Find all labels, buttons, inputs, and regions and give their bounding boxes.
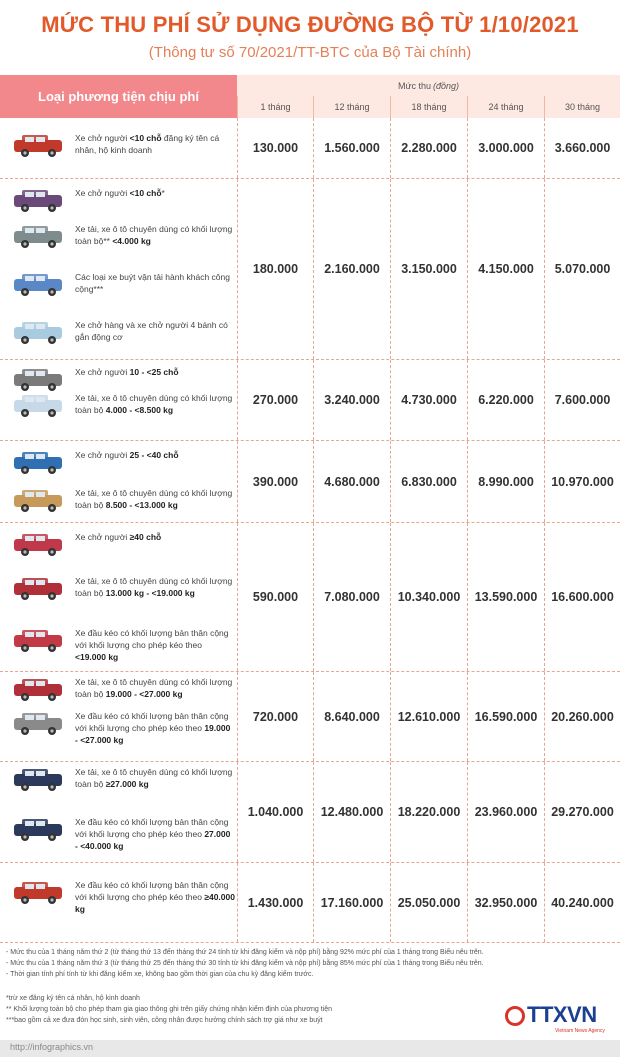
vehicle-text: Xe tải, xe ô tô chuyên dùng có khối lượng toàn bộ: [75, 767, 233, 789]
vehicle-text: Xe chở người: [75, 188, 130, 198]
vehicle-description: [75, 366, 235, 378]
footnotes: [6, 993, 506, 1026]
vehicle-criteria: 13.000 kg - <19.000 kg: [105, 588, 195, 598]
vehicle-description: [75, 392, 235, 416]
vehicle-text-suffix: đăng ký tên cá nhân, hộ kinh doanh: [75, 133, 220, 155]
vehicle-item: [0, 132, 237, 168]
footnote-item: ***bao gồm cả xe đưa đón học sinh, sinh viên, công nhân được hưởng chính sách trợ giá như xe buýt: [6, 1017, 323, 1024]
table-row: [0, 441, 620, 523]
logo-tagline: Vietnam News Agency: [555, 1028, 605, 1034]
fee-value: 5.070.000: [544, 179, 620, 359]
vehicle-item: [0, 392, 237, 428]
fee-value: 13.590.000: [467, 523, 544, 671]
source-link[interactable]: http://infographics.vn: [10, 1042, 94, 1052]
rate-header-label: Mức thu: [397, 80, 432, 91]
grey-truck-icon: [10, 392, 68, 420]
footnote-item: ** Khối lượng toàn bộ cho phép tham gia giao thông ghi trên giấy chứng nhận kiểm định của phương tiện: [6, 1006, 333, 1013]
table-row: [0, 360, 620, 441]
vehicle-criteria: 19.000 - <27.000 kg: [75, 723, 231, 745]
coach-icon: [10, 449, 68, 477]
vehicle-criteria: ≥27.000 kg: [105, 779, 149, 789]
rate-unit: (đồng): [433, 80, 460, 91]
fee-value: 32.950.000: [467, 863, 544, 942]
fee-value: 6.220.000: [467, 360, 544, 440]
tractor-head-icon: [10, 627, 68, 655]
fee-value: 16.590.000: [467, 672, 544, 761]
note-item: - Thời gian tính phí tính từ khi đăng kiểm xe, không bao gồm thời gian của chu kỳ đăng kiểm trước.: [6, 971, 314, 978]
fee-value: 1.430.000: [237, 863, 313, 942]
vehicle-text: Xe chở hàng và xe chở người 4 bánh có gắn động cơ: [75, 320, 228, 342]
vehicle-description: [75, 319, 235, 343]
vehicle-criteria: <4.000 kg: [112, 236, 151, 246]
purple-car-icon: [10, 187, 68, 215]
red-tractor-icon: [10, 710, 68, 738]
vehicle-description: [75, 879, 235, 915]
fee-value: 4.150.000: [467, 179, 544, 359]
box-truck-icon: [10, 676, 68, 704]
page-title: MỨC THU PHÍ SỬ DỤNG ĐƯỜNG BỘ TỪ 1/10/2021: [41, 12, 579, 37]
fee-value: 16.600.000: [544, 523, 620, 671]
large-bus-icon: [10, 531, 68, 559]
vehicle-text: Xe đầu kéo có khối lượng bản thân cộng với khối lượng cho phép kéo theo: [75, 711, 229, 733]
fee-value: 720.000: [237, 672, 313, 761]
table-row: [0, 179, 620, 360]
footnote-item: *trừ xe đăng ký tên cá nhân, hộ kinh doanh: [6, 995, 140, 1002]
fee-value: 1.560.000: [313, 118, 390, 178]
small-truck-icon: [10, 223, 68, 251]
fee-value: 1.040.000: [237, 762, 313, 862]
red-box-truck-icon: [10, 575, 68, 603]
fee-value: 270.000: [237, 360, 313, 440]
vehicle-description: [75, 271, 235, 295]
fee-value: 3.000.000: [467, 118, 544, 178]
table-row: [0, 523, 620, 672]
table-row: [0, 762, 620, 863]
vehicle-description: [75, 627, 235, 663]
bus-icon: [10, 271, 68, 299]
table-row: [0, 863, 620, 943]
vehicle-description: [75, 575, 235, 599]
vehicle-text: Xe đầu kéo có khối lượng bản thân cộng với khối lượng cho phép kéo theo: [75, 628, 229, 650]
vehicle-item: [0, 449, 237, 485]
vehicle-text: Xe tải, xe ô tô chuyên dùng có khối lượng toàn bộ: [75, 488, 233, 510]
vehicle-item: [0, 879, 237, 915]
fee-value: 18.220.000: [390, 762, 467, 862]
vehicle-item: [0, 271, 237, 307]
fee-value: 2.280.000: [390, 118, 467, 178]
vehicle-description: [75, 816, 235, 852]
vehicle-item: [0, 223, 237, 259]
vehicle-text: Xe tải, xe ô tô chuyên dùng có khối lượng toàn bộ: [75, 576, 233, 598]
vehicle-item: [0, 710, 237, 746]
vehicle-item: [0, 187, 237, 223]
vehicle-description: [75, 710, 235, 746]
blue-van-icon: [10, 319, 68, 347]
fee-value: 4.680.000: [313, 441, 390, 522]
vehicle-item: [0, 487, 237, 523]
vehicle-criteria: <10 chỗ: [129, 133, 162, 143]
logo-ring-icon: [505, 1006, 525, 1026]
fee-value: 7.600.000: [544, 360, 620, 440]
fee-value: 10.970.000: [544, 441, 620, 522]
column-header: 18 tháng: [390, 96, 467, 118]
vehicle-item: [0, 531, 237, 567]
vehicle-description: [75, 223, 235, 247]
notes: [6, 947, 606, 980]
vehicle-criteria: 8.500 - <13.000 kg: [105, 500, 178, 510]
fee-value: 25.050.000: [390, 863, 467, 942]
vehicle-criteria: 19.000 - <27.000 kg: [105, 689, 183, 699]
fee-value: 390.000: [237, 441, 313, 522]
vehicle-item: [0, 766, 237, 802]
vehicle-criteria: 27.000 - <40.000 kg: [75, 829, 231, 851]
fee-value: 12.480.000: [313, 762, 390, 862]
vehicle-criteria: <19.000 kg: [75, 652, 119, 662]
vehicle-item: [0, 319, 237, 355]
ttxvn-logo: [505, 1004, 615, 1036]
vehicle-description: [75, 132, 235, 156]
fee-value: 3.150.000: [390, 179, 467, 359]
vehicle-text: Xe chở người: [75, 450, 130, 460]
note-item: - Mức thu của 1 tháng năm thứ 3 (từ tháng thứ 25 đến tháng thứ 30 tính từ khi đăng kiểm và nộp phí) bằng 85% mức phí của 1 tháng trong Biểu nêu trên.: [6, 960, 484, 967]
logo-name: TTXVN: [527, 1002, 597, 1027]
rate-header: [237, 75, 620, 96]
heavy-truck-icon: [10, 766, 68, 794]
fee-value: 10.340.000: [390, 523, 467, 671]
vehicle-item: [0, 816, 237, 852]
navy-tractor-icon: [10, 816, 68, 844]
column-header: 1 tháng: [237, 96, 313, 118]
fee-value: 2.160.000: [313, 179, 390, 359]
vehicle-criteria: ≥40 chỗ: [129, 532, 162, 542]
fee-value: 6.830.000: [390, 441, 467, 522]
vehicle-criteria: ≥40.000 kg: [75, 892, 235, 914]
vehicle-description: [75, 449, 235, 461]
fee-value: 12.610.000: [390, 672, 467, 761]
blue-truck-icon: [10, 487, 68, 515]
vehicle-item: [0, 676, 237, 712]
fee-value: 590.000: [237, 523, 313, 671]
vehicle-description: [75, 676, 235, 700]
vehicle-text: Xe chở người: [75, 367, 130, 377]
fee-value: 7.080.000: [313, 523, 390, 671]
fee-value: 29.270.000: [544, 762, 620, 862]
red-car-icon: [10, 132, 68, 160]
fee-value: 130.000: [237, 118, 313, 178]
column-header: 30 tháng: [544, 96, 620, 118]
fee-value: 3.660.000: [544, 118, 620, 178]
vehicle-criteria: 4.000 - <8.500 kg: [105, 405, 174, 415]
column-header: 12 tháng: [313, 96, 390, 118]
vehicle-criteria: 25 - <40 chỗ: [129, 450, 179, 460]
fee-value: 8.640.000: [313, 672, 390, 761]
fee-value: 17.160.000: [313, 863, 390, 942]
vehicle-description: [75, 766, 235, 790]
vehicle-text: Xe đầu kéo có khối lượng bản thân cộng với khối lượng cho phép kéo theo: [75, 817, 229, 839]
fee-value: 8.990.000: [467, 441, 544, 522]
column-header: 24 tháng: [467, 96, 544, 118]
vehicle-text: Các loại xe buýt vận tải hành khách công cộng***: [75, 272, 230, 294]
big-tractor-icon: [10, 879, 68, 907]
vehicle-text: Xe đầu kéo có khối lượng bản thân cộng với khối lượng cho phép kéo theo: [75, 880, 229, 902]
fee-value: 180.000: [237, 179, 313, 359]
note-item: - Mức thu của 1 tháng năm thứ 2 (từ tháng thứ 13 đến tháng thứ 24 tính từ khi đăng kiểm và nộp phí) bằng 92% mức phí của 1 tháng trong Biểu nêu trên.: [6, 949, 484, 956]
vehicle-text: Xe tải, xe ô tô chuyên dùng có khối lượng toàn bộ: [75, 677, 233, 699]
vehicle-criteria: 10 - <25 chỗ: [129, 367, 179, 377]
vehicle-item: [0, 627, 237, 663]
fee-value: 40.240.000: [544, 863, 620, 942]
vehicle-type-header: Loại phương tiện chịu phí: [0, 75, 237, 118]
table-row: [0, 672, 620, 762]
page-subtitle: (Thông tư số 70/2021/TT-BTC của Bộ Tài chính): [148, 44, 472, 61]
table-row: [0, 118, 620, 179]
fee-value: 23.960.000: [467, 762, 544, 862]
vehicle-criteria: <10 chỗ: [129, 188, 162, 198]
minibus-icon: [10, 366, 68, 394]
vehicle-text: Xe chở người: [75, 532, 130, 542]
vehicle-text: Xe tải, xe ô tô chuyên dùng có khối lượng toàn bộ**: [75, 224, 233, 246]
fee-value: 3.240.000: [313, 360, 390, 440]
vehicle-description: [75, 487, 235, 511]
vehicle-text: Xe chở người: [75, 133, 130, 143]
vehicle-description: [75, 531, 235, 543]
vehicle-text-suffix: *: [161, 188, 165, 198]
fee-value: 20.260.000: [544, 672, 620, 761]
vehicle-item: [0, 575, 237, 611]
fee-value: 4.730.000: [390, 360, 467, 440]
vehicle-text: Xe tải, xe ô tô chuyên dùng có khối lượng toàn bộ: [75, 393, 233, 415]
vehicle-description: [75, 187, 235, 199]
